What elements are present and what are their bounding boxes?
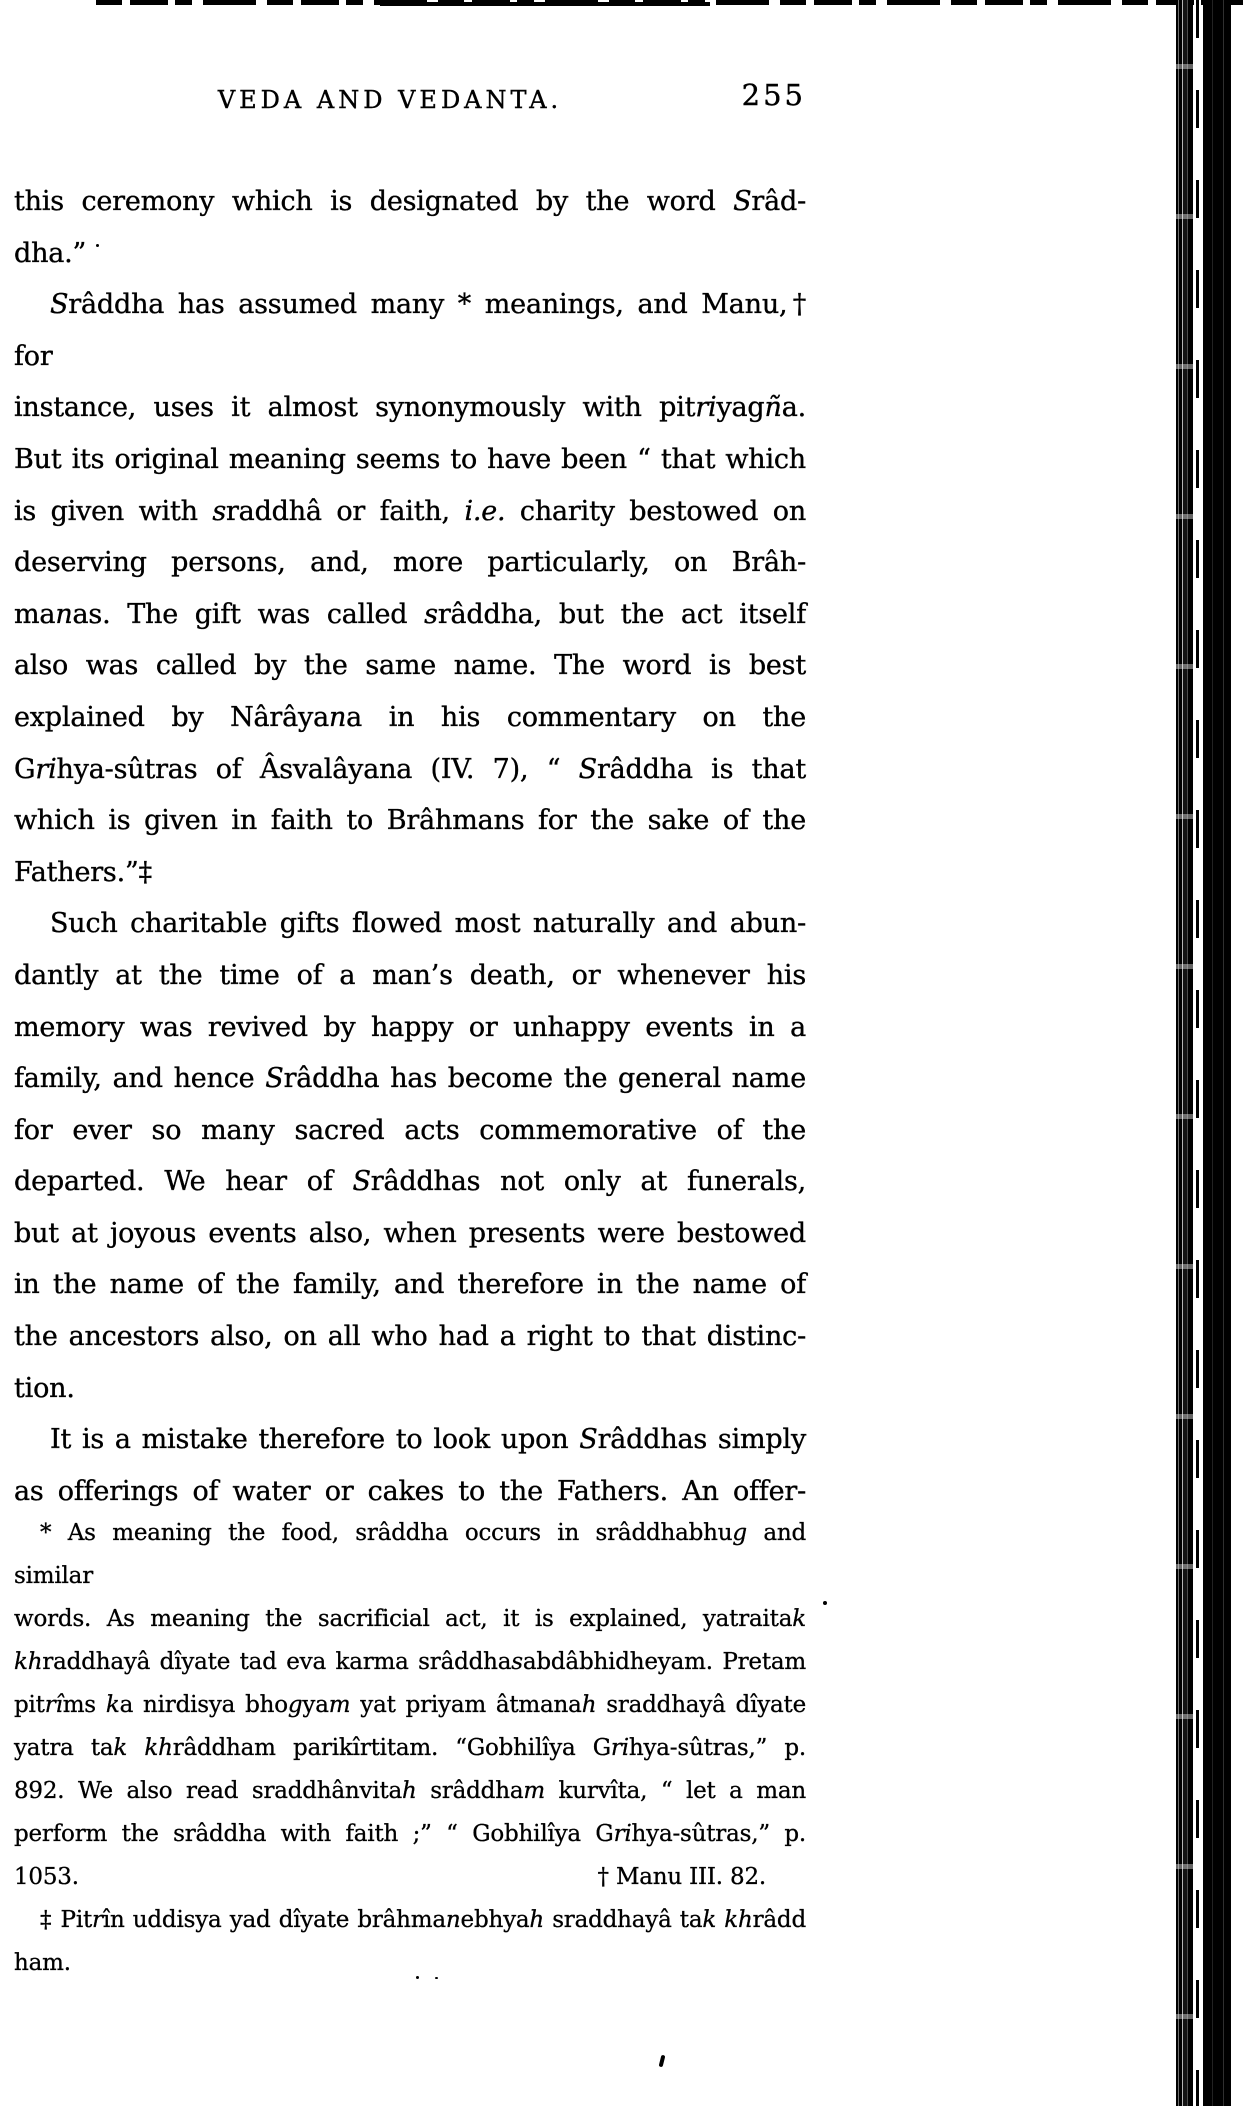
- text-line: deserving persons, and, more particularly, on Brâh-: [14, 547, 806, 579]
- text-line: in the name of the family, and therefore in the name of: [14, 1269, 806, 1301]
- footnote-line: khraddhayâ dîyate tad eva karma srâddhasabdâbhidheyam. Pretam: [14, 1649, 806, 1675]
- text-line: instance, uses it almost synonymously with pitriyagña.: [14, 392, 806, 424]
- text-line: tion.: [14, 1372, 75, 1404]
- text-line: the ancestors also, on all who had a right to that distinc-: [14, 1321, 806, 1353]
- ink-speck: [435, 1977, 438, 1979]
- page-title: VEDA AND VEDANTA.: [217, 86, 563, 114]
- footnote-dagger: † Manu III. 82.: [597, 1864, 766, 1890]
- ink-speck: [659, 2055, 666, 2068]
- footnote-line: pitrîms ka nirdisya bhogyam yat priyam âtmanah sraddhayâ dîyate: [14, 1692, 806, 1718]
- footnote-page-ref: 1053.: [14, 1864, 79, 1890]
- ink-speck: [96, 244, 99, 247]
- text-line: which is given in faith to Brâhmans for the sake of the: [14, 805, 806, 837]
- page-top-edge-segment: [380, 2, 710, 6]
- ink-speck: [823, 1601, 827, 1605]
- footnote-line: 892. We also read sraddhânvitah srâddham kurvîta, “ let a man: [14, 1778, 806, 1804]
- footnote-line: ‡ Pitrîn uddisya yad dîyate brâhmanebhyah sraddhayâ tak khrâdd: [40, 1907, 806, 1933]
- text-line: is given with sraddhâ or faith, i.e. charity bestowed on: [14, 495, 807, 527]
- text-line: dantly at the time of a man’s death, or whenever his: [14, 959, 806, 991]
- text-line: Fathers.”‡: [14, 856, 152, 888]
- text-line: Srâddha has assumed many * meanings, and Manu,† for: [14, 289, 806, 372]
- text-line: family, and hence Srâddha has become the general name: [14, 1063, 806, 1095]
- text-line: but at joyous events also, when presents were bestowed: [14, 1217, 806, 1249]
- text-line: But its original meaning seems to have been “ that which: [14, 443, 806, 475]
- footnote-line: ham.: [14, 1950, 71, 1976]
- text-line: departed. We hear of Srâddhas not only at funerals,: [14, 1166, 806, 1198]
- text-line: also was called by the same name. The word is best: [14, 650, 806, 682]
- book-binding-streak: [1196, 0, 1199, 2106]
- text-line: dha.”: [14, 237, 87, 269]
- book-binding-edge: [1176, 0, 1193, 2106]
- page-number: 255: [741, 78, 806, 112]
- text-line: this ceremony which is designated by the word Srâd-: [14, 186, 806, 217]
- text-line: explained by Nârâyana in his commentary on the: [14, 701, 806, 733]
- book-binding-bar: [1203, 0, 1231, 2106]
- footnotes: [14, 1512, 806, 1985]
- footnote-dagger-line: [14, 1856, 806, 1899]
- running-header: [14, 78, 806, 126]
- main-text: [14, 176, 806, 1517]
- text-line: Grihya-sûtras of Âsvalâyana (IV. 7), “ Srâddha is that: [14, 753, 806, 785]
- text-line: manas. The gift was called srâddha, but the act itself: [14, 598, 806, 630]
- footnote-line: * As meaning the food, srâddha occurs in srâddhabhug and similar: [14, 1520, 806, 1589]
- footnote-line: words. As meaning the sacrificial act, it is explained, yatraitak: [14, 1606, 806, 1632]
- footnote-line: yatra tak khrâddham parikîrtitam. “Gobhilîya Grihya-sûtras,” p.: [14, 1735, 806, 1761]
- footnote-line: perform the srâddha with faith ;” “ Gobhilîya Grihya-sûtras,” p.: [14, 1821, 806, 1847]
- text-line: for ever so many sacred acts commemorative of the: [14, 1114, 806, 1146]
- text-line: Such charitable gifts flowed most naturally and abun-: [50, 908, 806, 940]
- ink-speck: [416, 1976, 419, 1979]
- text-line: memory was revived by happy or unhappy events in a: [14, 1011, 806, 1043]
- text-line: as offerings of water or cakes to the Fathers. An offer-: [14, 1475, 806, 1507]
- text-line: It is a mistake therefore to look upon Srâddhas simply: [50, 1424, 806, 1456]
